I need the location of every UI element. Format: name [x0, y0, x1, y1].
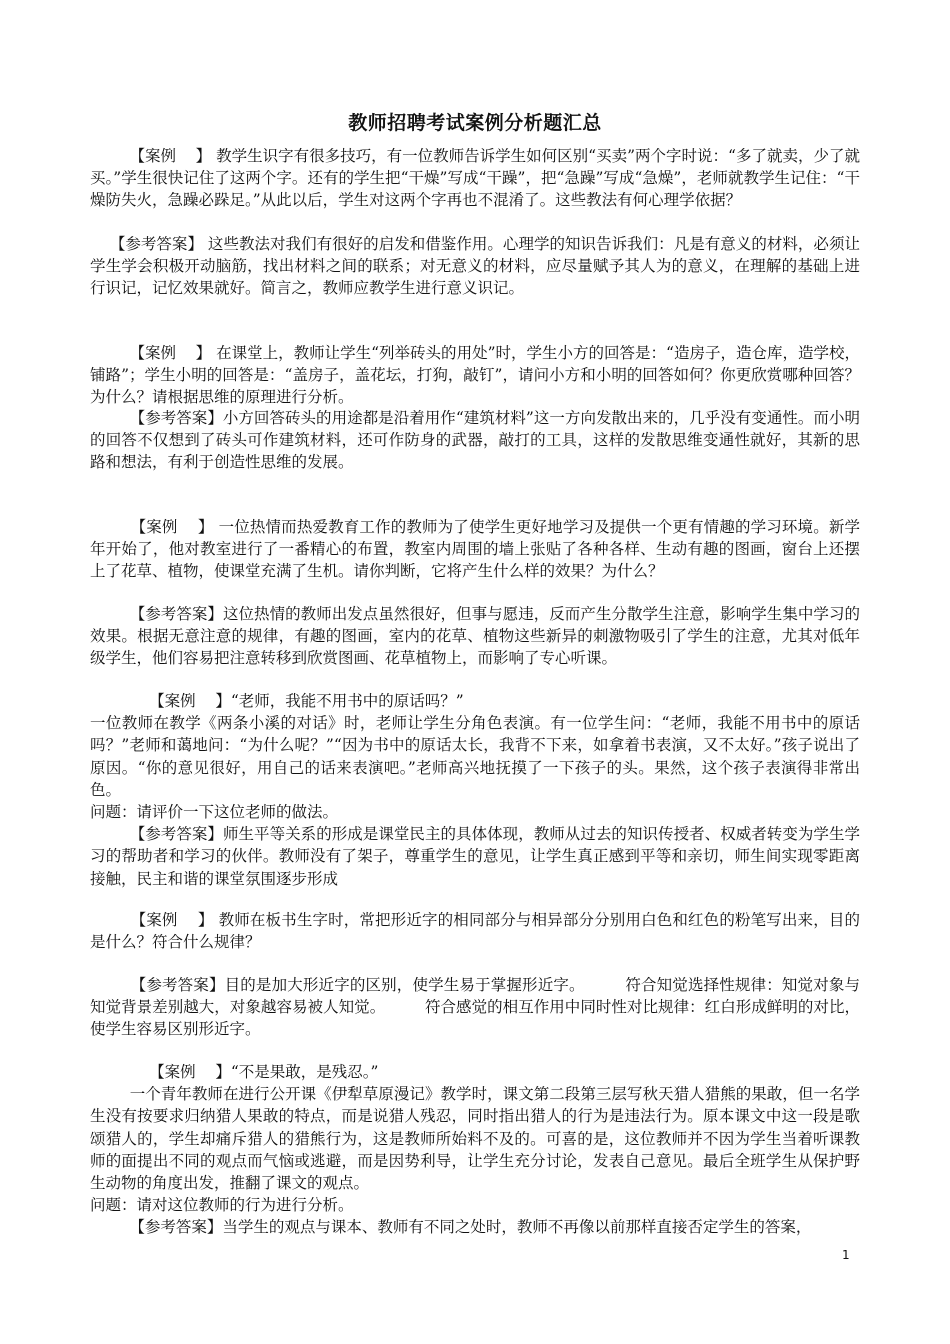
case-1-question: 【案例 】 教学生识字有很多技巧，有一位教师告诉学生如何区别“买卖”两个字时说：“多了就卖，少了就买。”学生很快记住了这两个字。还有的学生把“干燥”写成“干躁”，把“急躁”写成“急燥”，老师就教学生记住：“干燥防失火，急躁必跺足。”从此以后，学生对这两个字再也不混淆了。这些教法有何心理学依据？ [90, 147, 860, 210]
case-5-question: 【案例 】 教师在板书生字时，常把形近字的相同部分与相异部分分别用白色和红色的粉笔写出来，目的是什么？符合什么规律？ [90, 911, 861, 952]
case-2-question: 【案例 】 在课堂上，教师让学生“列举砖头的用处”时，学生小方的回答是：“造房子，造仓库，造学校，铺路”；学生小明的回答是：“盖房子，盖花坛，打狗，敲钉”，请问小方和小明的回答如何？你更欣赏哪种回答？为什么？请根据思维的原理进行分析。 [90, 344, 860, 407]
page-number: 1 [842, 1248, 850, 1262]
page-title: 教师招聘考试案例分析题汇总 [348, 112, 602, 134]
case-2-answer: 【参考答案】小方回答砖头的用途都是沿着用作“建筑材料”这一方向发散出来的，几乎没有变通性。而小明的回答不仅想到了砖头可作建筑材料，还可作防身的武器，敲打的工具，这样的发散思维变通性就好，其新的思路和想法，有利于创造性思维的发展。 [90, 409, 860, 472]
case-4-block: 【案例 】“老师，我能不用书中的原话吗？” 一位教师在教学《两条小溪的对话》时，老师让学生分角色表演。有一位学生问：“老师，我能不用书中的原话吗？”老师和蔼地问：“为什么呢？”“因为书中的原话太长，我背不下来，如拿着书表演，又不太好。”孩子说出了原因。“你的意见很好，用自己的话来表演吧。”老师高兴地抚摸了一下孩子的头。果然，这个孩子表演得非常出色。 问题：请评价一下这位老师的做法。 【参考答案】师生平等关系的形成是课堂民主的具体体现，教师从过去的知识传授者、权威者转变为学生学习的帮助者和学习的伙伴。教师没有了架子，尊重学生的意见，让学生真正感到平等和亲切，师生间实现零距离接触，民主和谐的课堂氛围逐步形成 [90, 692, 860, 888]
case-3-answer: 【参考答案】这位热情的教师出发点虽然很好，但事与愿违，反而产生分散学生注意，影响学生集中学习的效果。根据无意注意的规律，有趣的图画，室内的花草、植物这些新异的刺激物吸引了学生的注意，尤其对低年级学生，他们容易把注意转移到欣赏图画、花草植物上，而影响了专心听课。 [90, 605, 860, 668]
case-6-block: 【案例 】“不是果敢，是残忍。” 一个青年教师在进行公开课《伊犁草原漫记》教学时，课文第二段第三层写秋天猎人猎熊的果敢，但一名学生没有按要求归纳猎人果敢的特点，而是说猎人残忍，同时指出猎人的行为是违法行为。原本课文中这一段是歌颂猎人的，学生却痛斥猎人的猎熊行为，这是教师所始料不及的。可喜的是，这位教师并不因为学生当着听课教师的面提出不同的观点而气恼或逃避，而是因势利导，让学生充分讨论，发表自己意见。最后全班学生从保护野生动物的角度出发，推翻了课文的观点。 问题：请对这位教师的行为进行分析。 【参考答案】当学生的观点与课本、教师有不同之处时，教师不再像以前那样直接否定学生的答案， [90, 1063, 860, 1237]
case-1-answer: 【参考答案】 这些教法对我们有很好的启发和借鉴作用。心理学的知识告诉我们：凡是有意义的材料，必须让学生学会积极开动脑筋，找出材料之间的联系；对无意义的材料，应尽量赋予其人为的意义，在理解的基础上进行识记，记忆效果就好。简言之，教师应教学生进行意义识记。 [90, 235, 860, 298]
case-5-answer: 【参考答案】目的是加大形近字的区别，使学生易于掌握形近字。 符合知觉选择性规律：知觉对象与知觉背景差别越大，对象越容易被人知觉。 符合感觉的相互作用中同时性对比规律：红白形成鲜明的对比，使学生容易区别形近字。 [90, 976, 861, 1039]
case-3-question: 【案例 】 一位热情而热爱教育工作的教师为了使学生更好地学习及提供一个更有情趣的学习环境。新学年开始了，他对教室进行了一番精心的布置，教室内周围的墙上张贴了各种各样、生动有趣的图画，窗台上还摆上了花草、植物，使课堂充满了生机。请你判断，它将产生什么样的效果？为什么？ [90, 518, 861, 581]
